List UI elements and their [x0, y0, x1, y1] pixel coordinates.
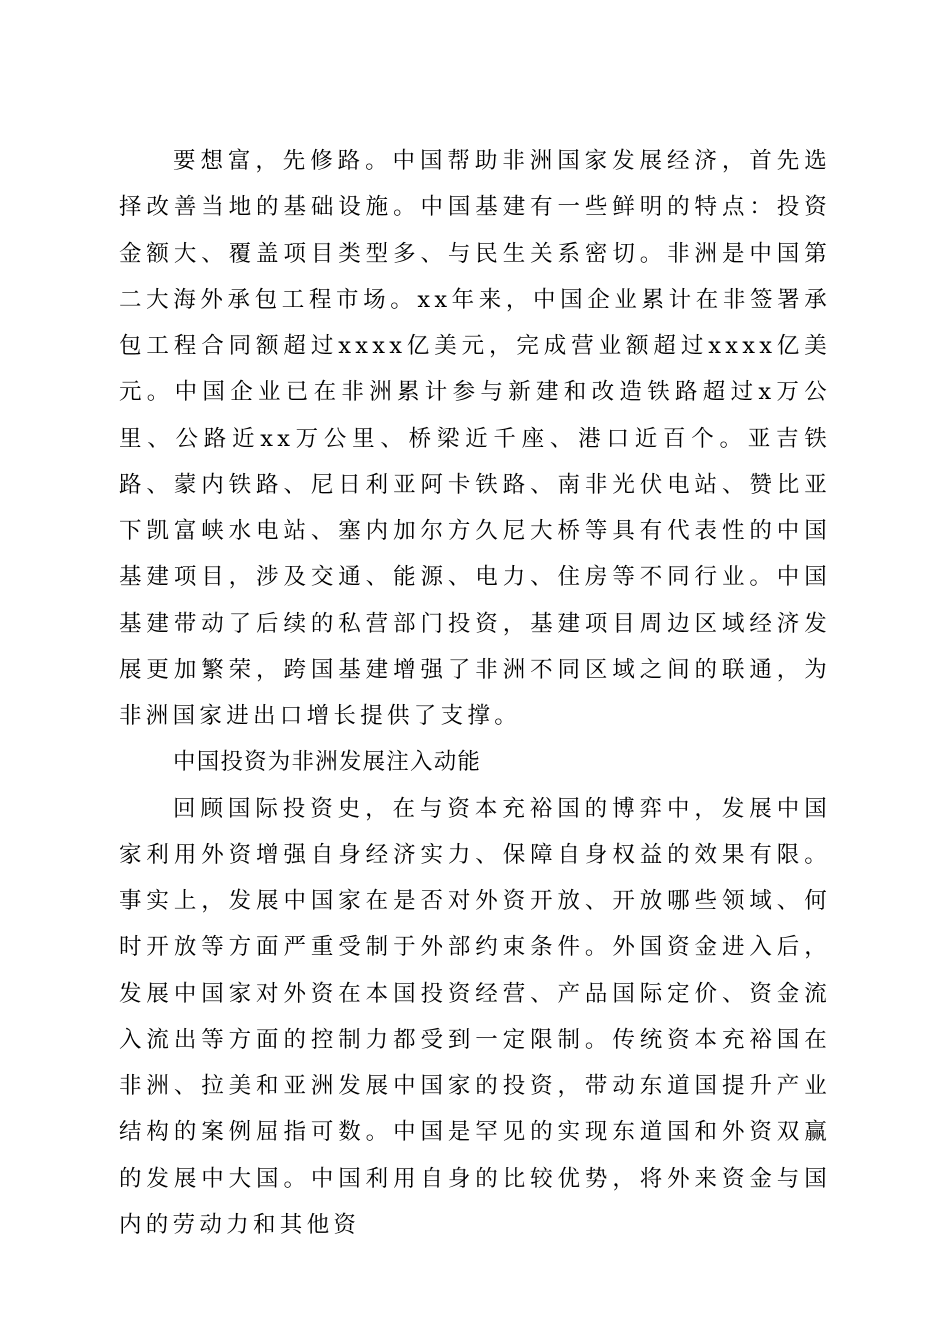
- paragraph-investment-history: 回顾国际投资史，在与资本充裕国的博弈中，发展中国家利用外资增强自身经济实力、保障自身权益的效果有限。事实上，发展中国家在是否对外资开放、开放哪些领域、何时开放等方面严重受制于外部约束条件。外国资金进入后，发展中国家对外资在本国投资经营、产品国际定价、资金流入流出等方面的控制力都受到一定限制。传统资本充裕国在非洲、拉美和亚洲发展中国家的投资，带动东道国提升产业结构的案例屈指可数。中国是罕见的实现东道国和外资双赢的发展中大国。中国利用自身的比较优势，将外来资金与国内的劳动力和其他资: [119, 795, 831, 1238]
- document-page: [119, 138, 831, 1248]
- paragraph-infrastructure: 要想富，先修路。中国帮助非洲国家发展经济，首先选择改善当地的基础设施。中国基建有一些鲜明的特点：投资金额大、覆盖项目类型多、与民生关系密切。非洲是中国第二大海外承包工程市场。xx年来，中国企业累计在非签署承包工程合同额超过xxxx亿美元，完成营业额超过xxxx亿美元。中国企业已在非洲累计参与新建和改造铁路超过x万公里、公路近xx万公里、桥梁近千座、港口近百个。亚吉铁路、蒙内铁路、尼日利亚阿卡铁路、南非光伏电站、赞比亚下凯富峡水电站、塞内加尔方久尼大桥等具有代表性的中国基建项目，涉及交通、能源、电力、住房等不同行业。中国基建带动了后续的私营部门投资，基建项目周边区域经济发展更加繁荣，跨国基建增强了非洲不同区域之间的联通，为非洲国家进出口增长提供了支撑。: [119, 148, 831, 729]
- section-heading: 中国投资为非洲发展注入动能: [173, 749, 482, 776]
